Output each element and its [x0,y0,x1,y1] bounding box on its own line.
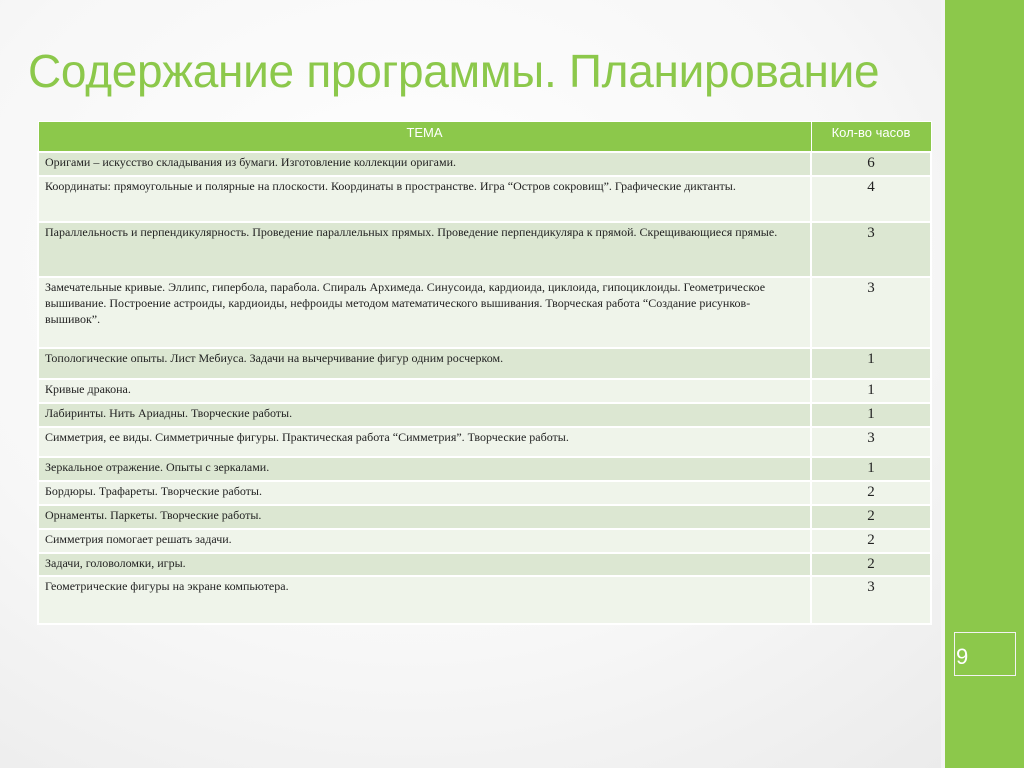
hours-cell: 3 [811,277,931,348]
topic-cell: Параллельность и перпендикулярность. Проведение параллельных прямых. Проведение перпендикуляра к прямой. Скрещивающиеся прямые. [38,222,811,277]
table-row [38,152,931,176]
topic-cell: Оригами – искусство складывания из бумаги. Изготовление коллекции оригами. [38,152,811,176]
hours-cell: 1 [811,348,931,379]
page-number: 9 [956,644,969,669]
hours-cell: 2 [811,529,931,553]
table-row [38,576,931,624]
table-row [38,379,931,403]
topic-cell: Симметрия, ее виды. Симметричные фигуры. Практическая работа “Симметрия”. Творческие работы. [38,427,811,457]
table-row [38,529,931,553]
hours-cell: 4 [811,176,931,222]
table-row [38,222,931,277]
hours-cell: 2 [811,505,931,529]
table-row [38,348,931,379]
table-row [38,457,931,481]
table-row [38,427,931,457]
topic-cell: Зеркальное отражение. Опыты с зеркалами. [38,457,811,481]
topic-cell: Топологические опыты. Лист Мебиуса. Задачи на вычерчивание фигур одним росчерком. [38,348,811,379]
hours-cell: 6 [811,152,931,176]
topic-cell: Орнаменты. Паркеты. Творческие работы. [38,505,811,529]
table-row [38,553,931,576]
topic-cell: Лабиринты. Нить Ариадны. Творческие работы. [38,403,811,427]
plan-table [37,121,932,625]
topic-cell: Кривые дракона. [38,379,811,403]
hours-cell: 1 [811,403,931,427]
topic-cell: Координаты: прямоугольные и полярные на плоскости. Координаты в пространстве. Игра “Остров сокровищ”. Графические диктанты. [38,176,811,222]
hours-cell: 2 [811,481,931,505]
topic-cell: Замечательные кривые. Эллипс, гипербола, парабола. Спираль Архимеда. Синусоида, кардиоида, циклоида, гипоциклоиды. Геометрическое вышивание. Построение астроиды, кардиоиды, нефроиды методом математического вышивания. Творческая работа “Создание рисунков-вышивок”. [38,277,811,348]
header-hours: Кол-во часов [811,122,931,152]
topic-cell: Бордюры. Трафареты. Творческие работы. [38,481,811,505]
table-row [38,403,931,427]
hours-cell: 3 [811,222,931,277]
table-row [38,176,931,222]
table-row [38,277,931,348]
hours-cell: 1 [811,457,931,481]
hours-cell: 3 [811,427,931,457]
table-header-row [38,122,931,152]
topic-cell: Геометрические фигуры на экране компьютера. [38,576,811,624]
table-row [38,481,931,505]
hours-cell: 2 [811,553,931,576]
topic-cell: Задачи, головоломки, игры. [38,553,811,576]
hours-cell: 1 [811,379,931,403]
header-topic: ТЕМА [38,122,811,152]
table-row [38,505,931,529]
slide-title: Содержание программы. Планирование [28,45,880,97]
topic-cell: Симметрия помогает решать задачи. [38,529,811,553]
hours-cell: 3 [811,576,931,624]
